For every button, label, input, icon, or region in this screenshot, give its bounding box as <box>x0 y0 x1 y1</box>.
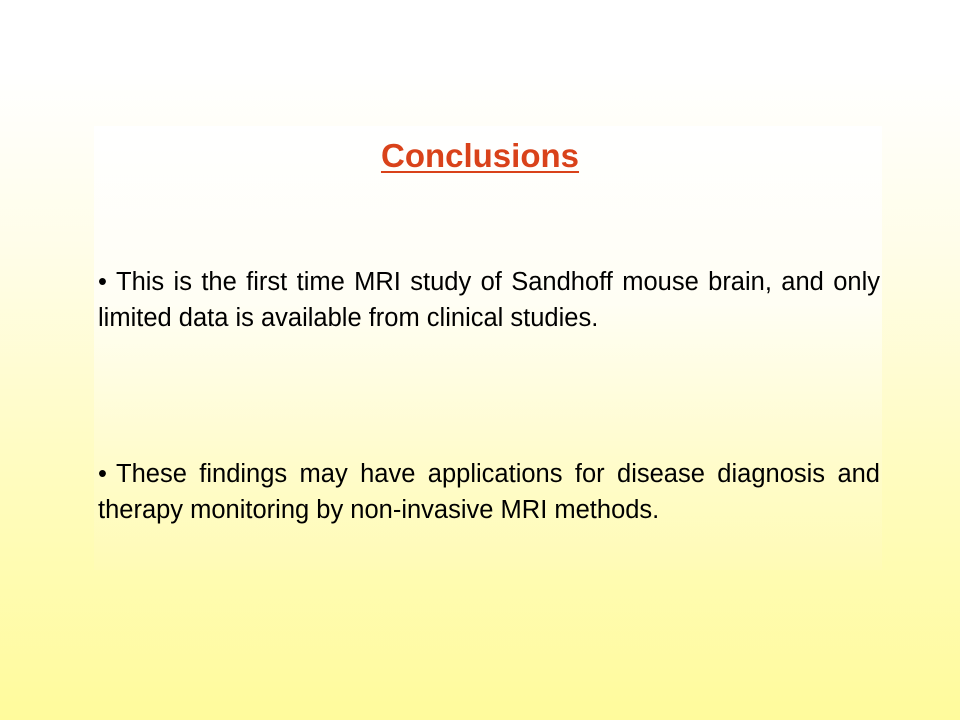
bullet-point-2 <box>98 456 880 528</box>
slide-title-text: Conclusions <box>380 137 580 174</box>
bullet-marker: • <box>98 268 107 296</box>
bullet-point-1 <box>98 264 880 336</box>
slide-title <box>0 136 960 176</box>
bullet-text-1: This is the first time MRI study of Sandhoff mouse brain, and only limited data is available from clinical studies. <box>98 268 880 332</box>
bullet-text-2: These findings may have applications for disease diagnosis and therapy monitoring by non-invasive MRI methods. <box>98 460 880 524</box>
bullet-marker: • <box>98 460 107 488</box>
